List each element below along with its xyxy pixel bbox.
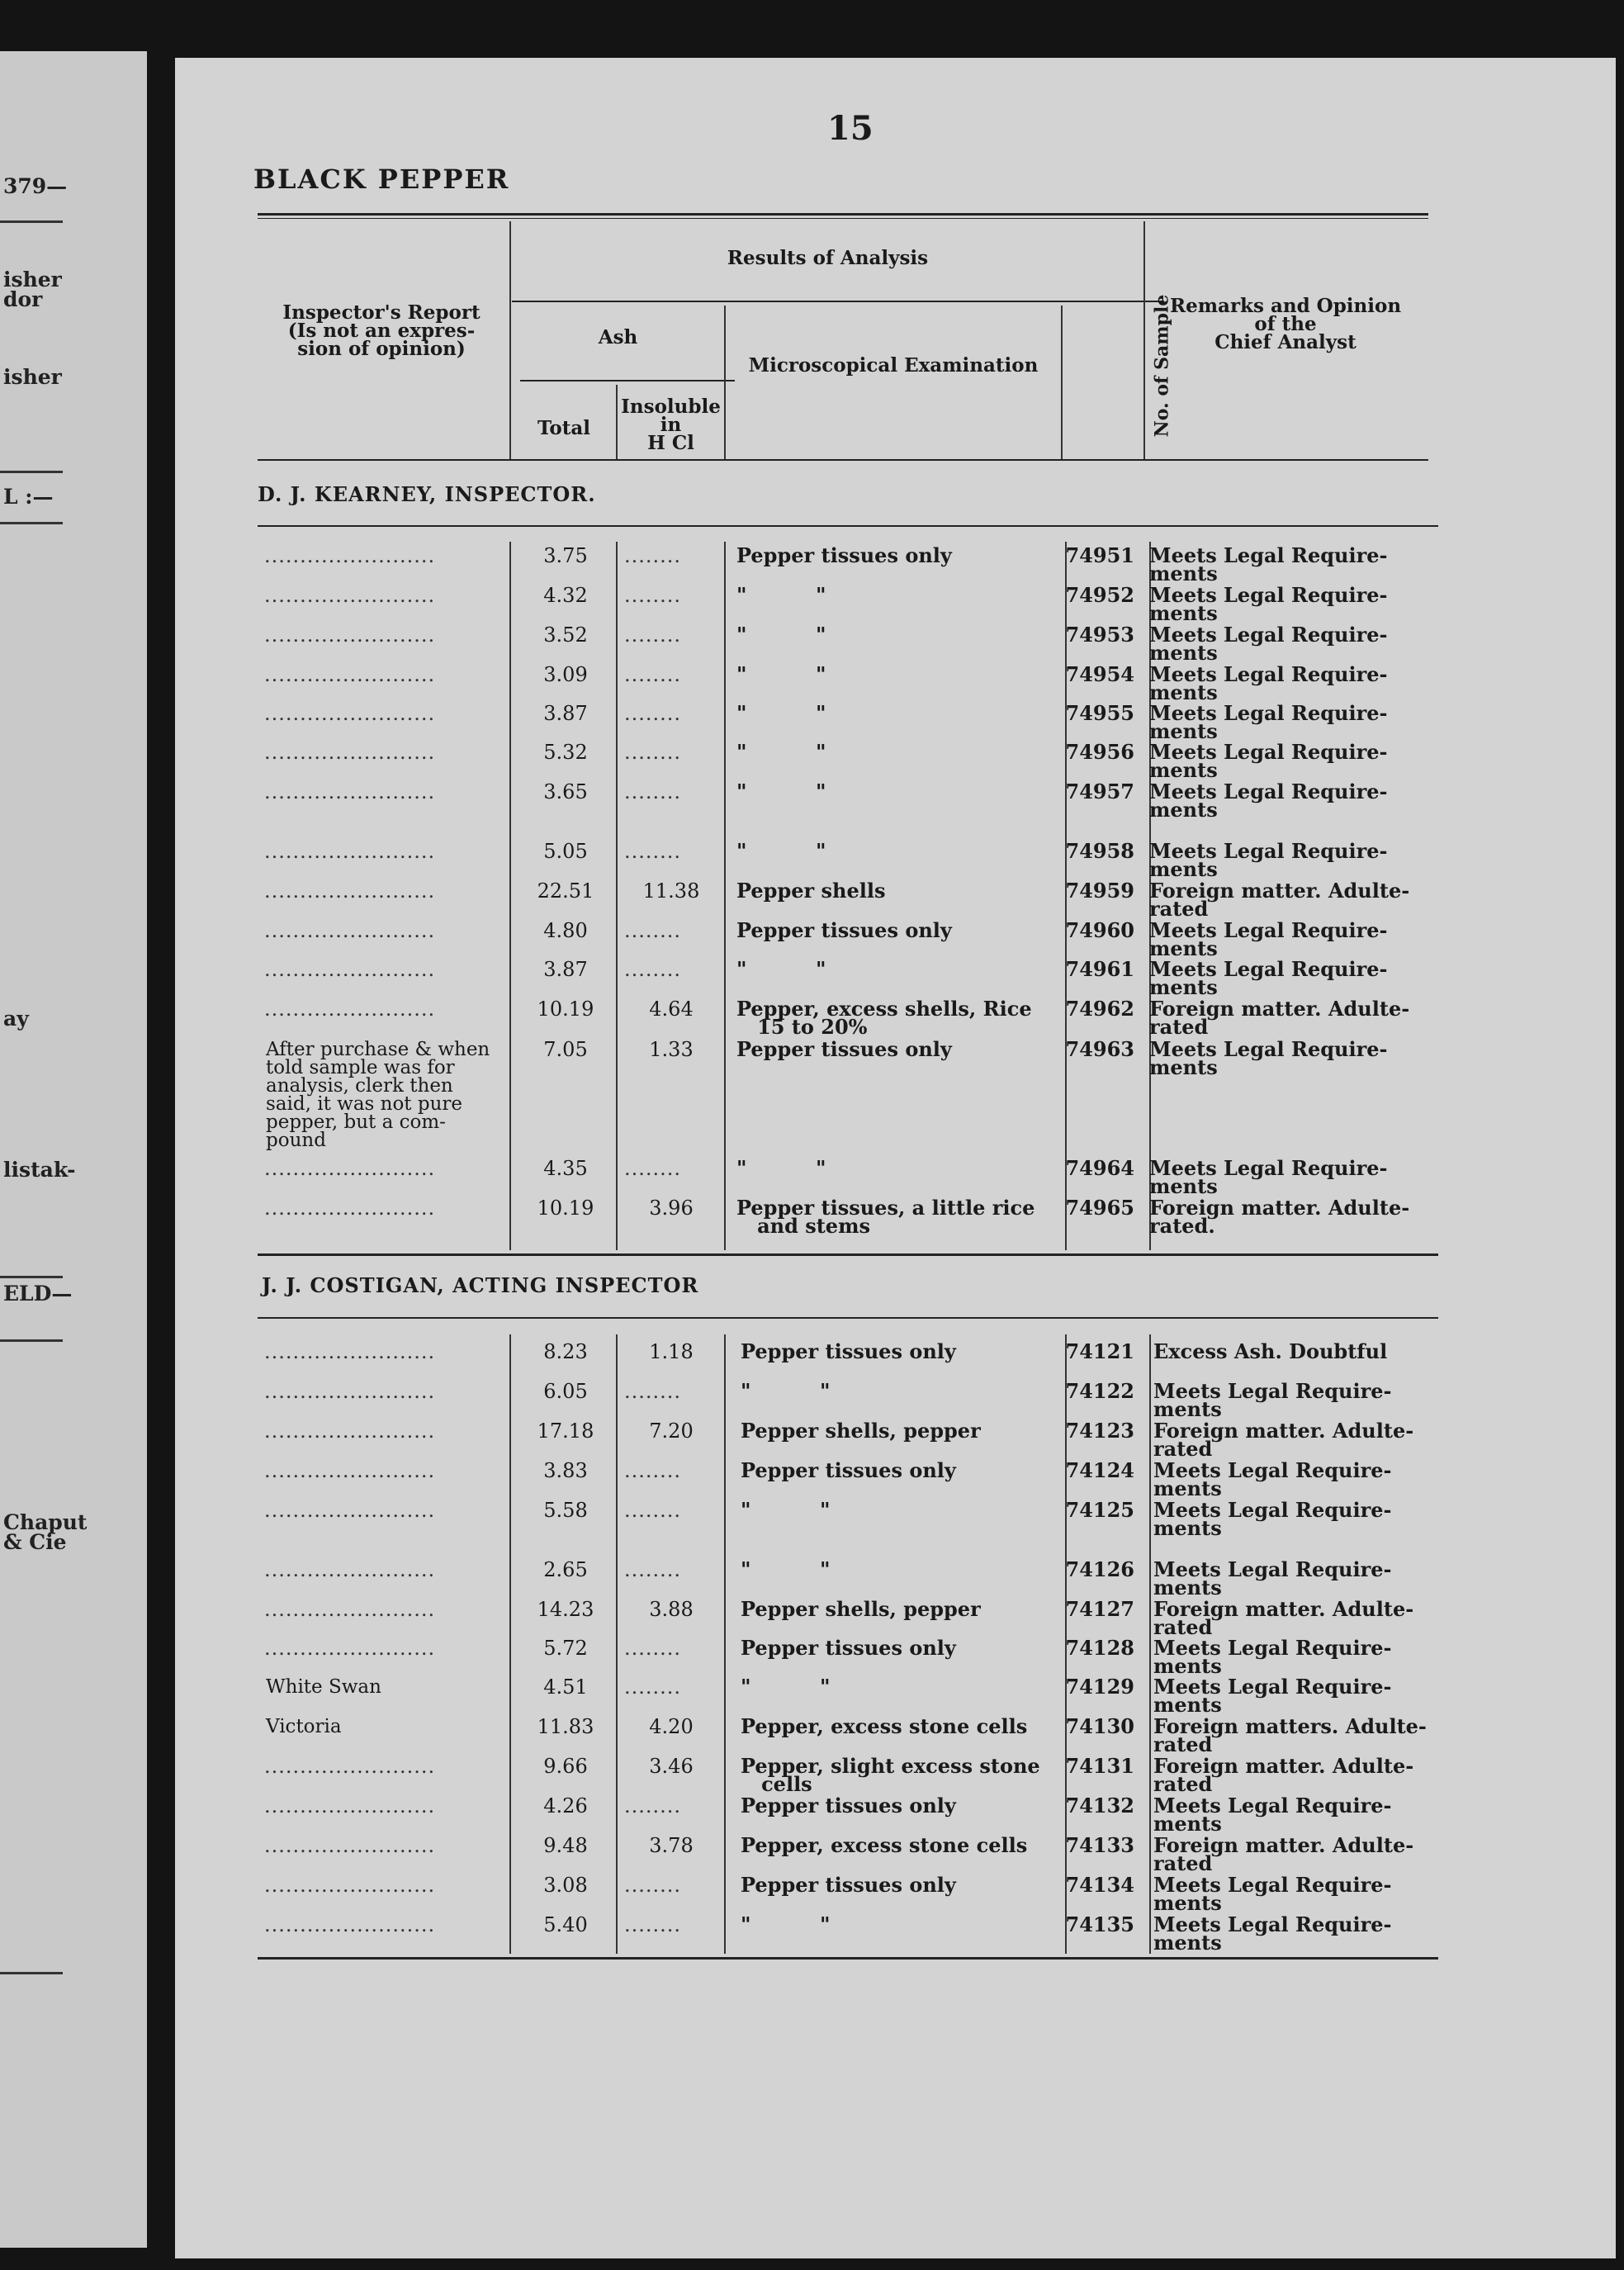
remarks: Foreign matter. Adulte- rated [1153,1419,1414,1461]
facing-page-fragment: listak- [3,1158,76,1182]
header-vline [1061,306,1063,459]
inspector-report: After purchase & when told sample was for analysis, clerk then said, it was not pure pepper, but a com- pound [266,1039,490,1151]
remarks: Meets Legal Require- ments [1149,839,1388,881]
remarks: Meets Legal Require- ments [1153,1498,1392,1540]
ash-insoluble-leader: ........ [624,1459,682,1482]
facing-page-fragment: isher [3,365,62,389]
section-bottom-rule [258,1957,1438,1960]
remarks: Meets Legal Require- ments [1149,662,1388,704]
ash-total: 3.52 [543,623,588,647]
microscopical-examination: Pepper tissues only [741,1339,956,1363]
microscopical-examination: Pepper tissues only [736,543,952,567]
inspector-report-leader: ........................ [264,780,436,803]
sample-number: 74134 [1065,1873,1134,1897]
ash-total: 9.66 [543,1755,588,1778]
facing-page-rule [0,471,63,473]
header-total: Total [537,417,591,439]
ash-insoluble: 7.20 [649,1419,694,1443]
ash-insoluble: 1.18 [649,1340,694,1363]
inspector-report-leader: ........................ [264,1558,436,1581]
sample-number: 74128 [1065,1636,1134,1660]
facing-page-fragment: 379— [3,174,68,198]
header-microscopical: Microscopical Examination [748,354,1039,377]
facing-page-fragment: isher dor [3,268,62,311]
ash-insoluble-leader: ........ [624,1874,682,1897]
sample-number: 74953 [1065,623,1134,647]
microscopical-examination: Pepper, excess stone cells [741,1714,1028,1738]
microscopical-examination: " " [736,780,826,803]
ash-insoluble: 3.46 [649,1755,694,1778]
remarks: Meets Legal Require- ments [1149,957,1388,999]
inspector-report-leader: ........................ [264,1340,436,1363]
microscopical-examination: Pepper shells, pepper [741,1419,981,1443]
remarks: Meets Legal Require- ments [1149,918,1388,960]
inspector-report-leader: ........................ [264,702,436,725]
ash-insoluble: 11.38 [642,879,700,903]
remarks: Meets Legal Require- ments [1149,1037,1388,1079]
ash-total: 3.65 [543,780,588,803]
sample-number: 74123 [1065,1419,1134,1443]
ash-insoluble-leader: ........ [624,840,682,863]
ash-insoluble-leader: ........ [624,1380,682,1403]
remarks: Meets Legal Require- ments [1153,1557,1392,1599]
inspector-report-leader: ........................ [264,1419,436,1443]
header-top-rule-thin [258,218,1428,219]
ash-insoluble-leader: ........ [624,741,682,764]
ash-insoluble-leader: ........ [624,584,682,607]
ash-insoluble: 4.64 [649,998,694,1021]
ash-total: 2.65 [543,1558,588,1581]
ash-total: 8.23 [543,1340,588,1363]
microscopical-examination: " " [736,662,826,686]
remarks: Foreign matter. Adulte- rated. [1149,1196,1410,1238]
remarks: Meets Legal Require- ments [1149,543,1388,585]
ash-total: 10.19 [537,1197,594,1220]
ash-total: 4.32 [543,584,588,607]
column-rule [509,542,511,1250]
inspector-report-leader: ........................ [264,958,436,981]
remarks: Meets Legal Require- ments [1153,1458,1392,1500]
header-results-of-analysis: Results of Analysis [727,247,929,269]
inspector-report: Victoria [266,1716,342,1737]
sample-number: 74133 [1065,1833,1134,1857]
facing-page-fragment: Chaput & Cie [3,1510,88,1554]
microscopical-examination: Pepper, excess stone cells [741,1833,1028,1857]
ash-total: 7.05 [543,1038,588,1061]
inspector-report-leader: ........................ [264,623,436,647]
inspector-report: White Swan [266,1676,381,1698]
ash-total: 6.05 [543,1380,588,1403]
inspector-report-leader: ........................ [264,840,436,863]
microscopical-examination: Pepper, excess shells, Rice 15 to 20% [736,997,1032,1039]
ash-total: 11.83 [537,1715,594,1738]
ash-total: 5.05 [543,840,588,863]
ash-total: 5.58 [543,1499,588,1522]
inspector-report-leader: ........................ [264,1380,436,1403]
remarks: Meets Legal Require- ments [1149,740,1388,782]
facing-page-rule [0,522,63,524]
sample-number: 74122 [1065,1379,1134,1403]
sample-number: 74957 [1065,780,1134,803]
header-vline [509,221,511,459]
facing-page-rule [0,1339,63,1342]
header-sample-number: No. of Sample [1151,294,1173,438]
facing-page-rule [0,220,63,223]
inspector-report-leader: ........................ [264,1598,436,1621]
inspector-report-leader: ........................ [264,1157,436,1180]
microscopical-examination: " " [736,1156,826,1180]
microscopical-examination: Pepper tissues only [741,1873,956,1897]
sample-number: 74961 [1065,957,1134,981]
sample-number: 74963 [1065,1037,1134,1061]
sample-number: 74135 [1065,1912,1134,1936]
facing-page-rule [0,1972,63,1974]
results-subrule [512,301,1164,302]
microscopical-examination: Pepper tissues only [736,918,952,942]
ash-insoluble-leader: ........ [624,1157,682,1180]
inspector-report-leader: ........................ [264,741,436,764]
ash-insoluble: 3.78 [649,1834,694,1857]
ash-insoluble: 3.96 [649,1197,694,1220]
ash-insoluble-leader: ........ [624,544,682,567]
remarks: Meets Legal Require- ments [1153,1873,1392,1915]
ash-insoluble-leader: ........ [624,780,682,803]
remarks: Meets Legal Require- ments [1153,1794,1392,1836]
ash-insoluble-leader: ........ [624,1794,682,1817]
sample-number: 74951 [1065,543,1134,567]
microscopical-examination: " " [736,740,826,764]
facing-page-rule [0,1276,63,1278]
inspector-report-leader: ........................ [264,663,436,686]
facing-page-fragment: ELD— [3,1282,73,1306]
ash-total: 3.08 [543,1874,588,1897]
facing-page-fragment: L :— [3,485,54,509]
remarks: Meets Legal Require- ments [1149,1156,1388,1198]
ash-insoluble-leader: ........ [624,958,682,981]
inspector-report-leader: ........................ [264,544,436,567]
inspector-report-leader: ........................ [264,1499,436,1522]
header-inspector-report: Inspector's Report (Is not an expres- sion of opinion) [282,301,481,360]
sample-number: 74130 [1065,1714,1134,1738]
sample-number: 74131 [1065,1754,1134,1778]
microscopical-examination: " " [741,1912,831,1936]
column-rule [1149,1334,1151,1954]
inspector-report-leader: ........................ [264,998,436,1021]
ash-total: 4.80 [543,919,588,942]
header-bottom-rule [258,459,1428,461]
header-remarks: Remarks and Opinion of the Chief Analyst [1169,295,1402,353]
sample-number: 74132 [1065,1794,1134,1817]
remarks: Meets Legal Require- ments [1149,583,1388,625]
inspector-report-leader: ........................ [264,879,436,903]
microscopical-examination: " " [736,839,826,863]
ash-insoluble-leader: ........ [624,623,682,647]
sample-number: 74960 [1065,918,1134,942]
microscopical-examination: " " [736,957,826,981]
facing-page-fragment: ay [3,1007,29,1031]
header-ash: Ash [598,326,638,348]
microscopical-examination: Pepper tissues, a little rice and stems [736,1196,1035,1238]
sample-number: 74126 [1065,1557,1134,1581]
sample-number: 74962 [1065,997,1134,1021]
ash-subrule [520,380,735,381]
section-title: J. J. COSTIGAN, ACTING INSPECTOR [262,1273,699,1297]
ash-total: 22.51 [537,879,594,903]
ash-total: 9.48 [543,1834,588,1857]
sample-number: 74965 [1065,1196,1134,1220]
microscopical-examination: Pepper tissues only [741,1794,956,1817]
sample-number: 74955 [1065,701,1134,725]
inspector-report-leader: ........................ [264,1197,436,1220]
sample-number: 74125 [1065,1498,1134,1522]
ash-total: 4.26 [543,1794,588,1817]
column-rule [509,1334,511,1954]
remarks: Foreign matter. Adulte- rated [1149,879,1410,921]
sample-number: 74952 [1065,583,1134,607]
sample-number: 74956 [1065,740,1134,764]
inspector-report-leader: ........................ [264,1755,436,1778]
ash-total: 17.18 [537,1419,594,1443]
remarks: Meets Legal Require- ments [1153,1379,1392,1421]
ash-insoluble: 3.88 [649,1598,694,1621]
ash-insoluble-leader: ........ [624,1558,682,1581]
microscopical-examination: " " [741,1498,831,1522]
remarks: Meets Legal Require- ments [1149,623,1388,665]
ash-insoluble-leader: ........ [624,919,682,942]
microscopical-examination: Pepper shells, pepper [741,1597,981,1621]
microscopical-examination: Pepper shells [736,879,886,903]
ash-total: 4.35 [543,1157,588,1180]
header-vline [724,306,726,459]
remarks: Foreign matter. Adulte- rated [1153,1754,1414,1796]
microscopical-examination: Pepper, slight excess stone cells [741,1754,1040,1796]
remarks: Meets Legal Require- ments [1149,701,1388,743]
microscopical-examination: " " [741,1379,831,1403]
inspector-report-leader: ........................ [264,1913,436,1936]
inspector-report-leader: ........................ [264,1459,436,1482]
ash-total: 10.19 [537,998,594,1021]
ash-insoluble: 4.20 [649,1715,694,1738]
remarks: Foreign matter. Adulte- rated [1149,997,1410,1039]
remarks: Meets Legal Require- ments [1153,1636,1392,1678]
ash-insoluble: 1.33 [649,1038,694,1061]
inspector-report-leader: ........................ [264,1794,436,1817]
remarks: Meets Legal Require- ments [1153,1912,1392,1955]
microscopical-examination: Pepper tissues only [741,1636,956,1660]
ash-total: 14.23 [537,1598,594,1621]
ash-insoluble-leader: ........ [624,1913,682,1936]
header-top-rule [258,213,1428,216]
microscopical-examination: " " [736,583,826,607]
microscopical-examination: Pepper tissues only [736,1037,952,1061]
inspector-report-leader: ........................ [264,1834,436,1857]
sample-number: 74959 [1065,879,1134,903]
section-rule [258,1317,1438,1319]
ash-total: 5.40 [543,1913,588,1936]
document-page [175,58,1616,2258]
ash-total: 3.83 [543,1459,588,1482]
sample-number: 74127 [1065,1597,1134,1621]
sample-number: 74121 [1065,1339,1134,1363]
ash-insoluble-leader: ........ [624,1499,682,1522]
section-bottom-rule [258,1253,1438,1256]
ash-total: 5.72 [543,1637,588,1660]
ash-insoluble-leader: ........ [624,663,682,686]
inspector-report-leader: ........................ [264,1874,436,1897]
remarks: Meets Legal Require- ments [1149,780,1388,822]
remarks: Meets Legal Require- ments [1153,1675,1392,1717]
inspector-report-leader: ........................ [264,1637,436,1660]
microscopical-examination: Pepper tissues only [741,1458,956,1482]
sample-number: 74124 [1065,1458,1134,1482]
ash-total: 3.87 [543,702,588,725]
inspector-report-leader: ........................ [264,919,436,942]
page-number: 15 [827,109,874,148]
ash-total: 4.51 [543,1675,588,1699]
microscopical-examination: " " [736,701,826,725]
ash-total: 3.75 [543,544,588,567]
ash-total: 3.09 [543,663,588,686]
sample-number: 74958 [1065,839,1134,863]
section-rule [258,525,1438,527]
section-title: D. J. KEARNEY, INSPECTOR. [258,482,596,506]
microscopical-examination: " " [741,1675,831,1699]
sample-number: 74129 [1065,1675,1134,1699]
ash-total: 5.32 [543,741,588,764]
sample-number: 74964 [1065,1156,1134,1180]
microscopical-examination: " " [736,623,826,647]
ash-total: 3.87 [543,958,588,981]
header-insoluble: Insoluble in H Cl [621,396,721,454]
inspector-report-leader: ........................ [264,584,436,607]
sample-number: 74954 [1065,662,1134,686]
microscopical-examination: " " [741,1557,831,1581]
page-title: BLACK PEPPER [253,163,510,195]
remarks: Foreign matter. Adulte- rated [1153,1833,1414,1875]
ash-insoluble-leader: ........ [624,702,682,725]
remarks: Foreign matter. Adulte- rated [1153,1597,1414,1639]
ash-insoluble-leader: ........ [624,1675,682,1699]
remarks: Excess Ash. Doubtful [1153,1339,1388,1363]
facing-page-edge [0,51,147,2248]
ash-insoluble-leader: ........ [624,1637,682,1660]
remarks: Foreign matters. Adulte- rated [1153,1714,1427,1756]
